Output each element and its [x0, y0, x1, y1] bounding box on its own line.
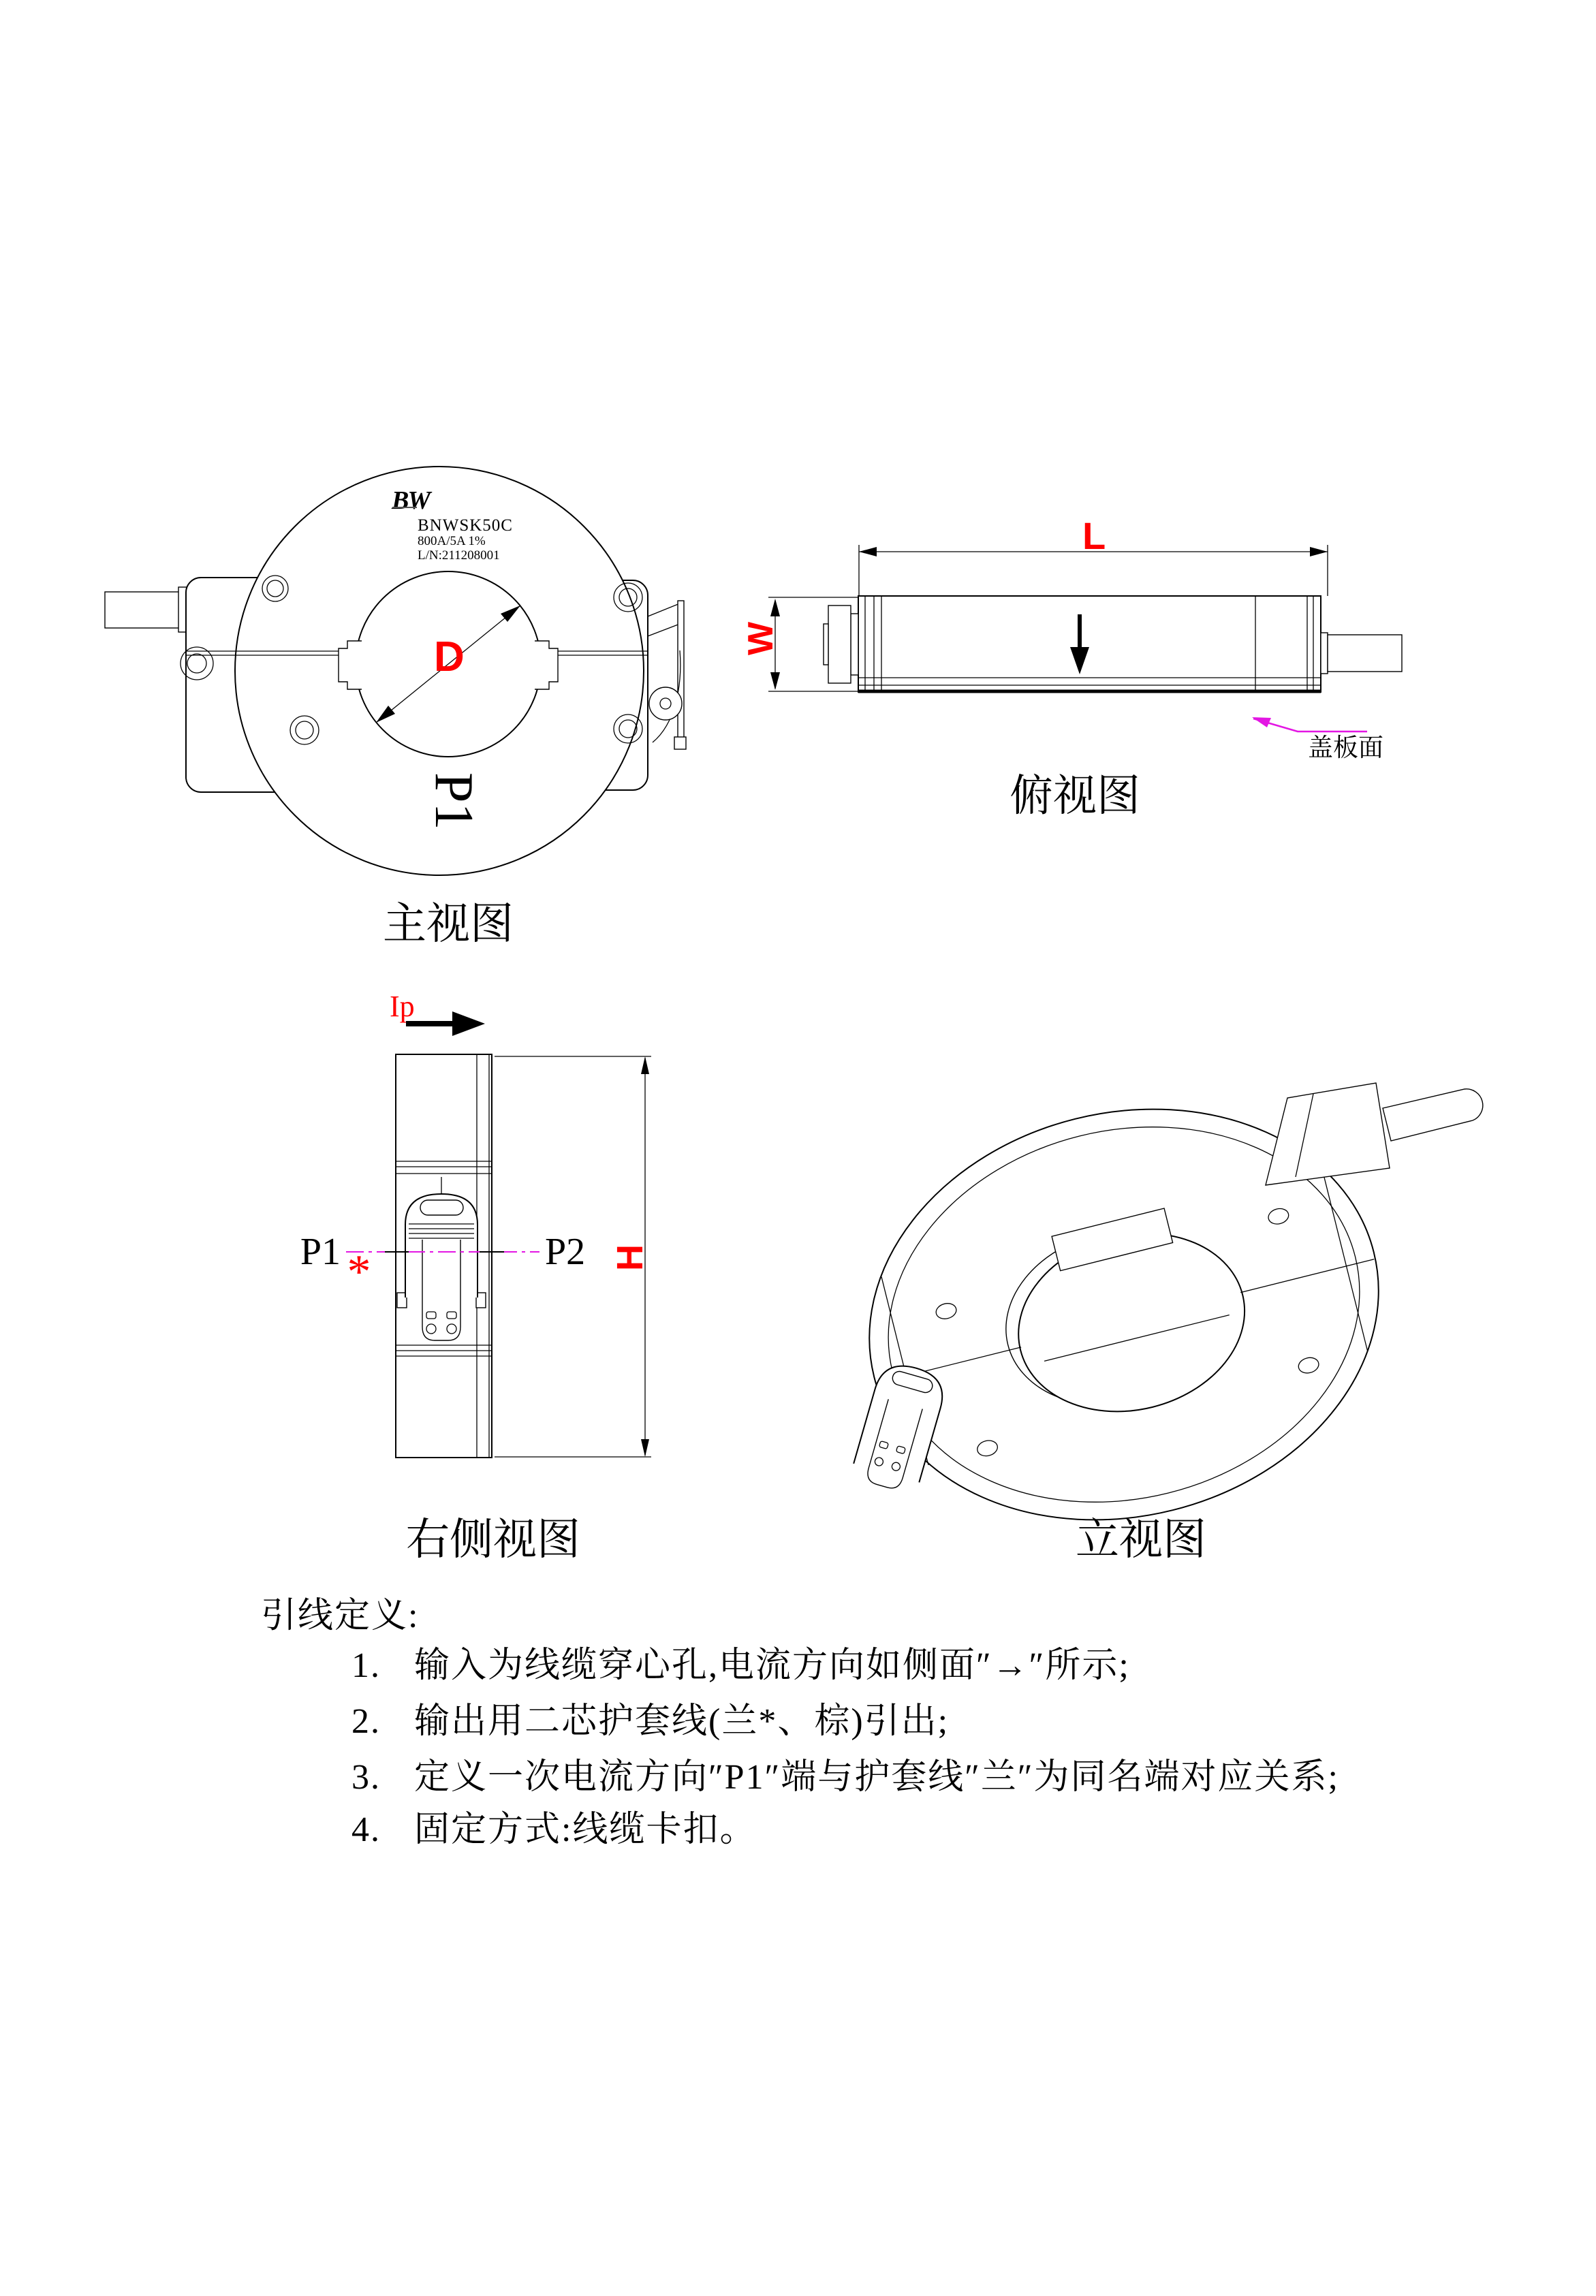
- dim-l-label: L: [1082, 514, 1106, 557]
- cable-stub: [105, 587, 189, 632]
- top-view: [741, 514, 1402, 820]
- note-row: [351, 1758, 1339, 1797]
- note-row: [351, 1810, 756, 1849]
- dim-arrow-icon: [641, 1439, 649, 1457]
- iso-latch: [850, 1359, 950, 1496]
- dimension-l: [859, 514, 1328, 596]
- hole-notch-left: [339, 641, 362, 689]
- dim-h-label: H: [610, 1244, 651, 1271]
- leader-arrow-icon: [1252, 717, 1271, 727]
- front-view-caption: 主视图: [383, 900, 514, 948]
- note-text: 固定方式:线缆卡扣。: [414, 1810, 757, 1849]
- note-text: 定义一次电流方向″P1″端与护套线″兰″为同名端对应关系;: [414, 1758, 1340, 1797]
- dim-arrow-icon: [859, 547, 877, 556]
- model-number: BNWSK50C: [418, 516, 513, 535]
- terminal-p2-label: P2: [545, 1231, 586, 1273]
- iso-cable: [1266, 1083, 1483, 1185]
- lead-wire-notes: [261, 1597, 1339, 1849]
- note-number: 2.: [351, 1702, 381, 1741]
- dim-arrow-icon: [641, 1056, 649, 1074]
- primary-current-arrow: [390, 990, 485, 1036]
- terminal-p1-marking: P1: [424, 772, 484, 830]
- dim-w-label: W: [741, 621, 781, 655]
- latch-top: [824, 606, 858, 683]
- cable-stub-top: [1321, 633, 1402, 674]
- note-row: [351, 1646, 1130, 1685]
- ip-label: Ip: [390, 990, 415, 1023]
- iso-view: [826, 1056, 1483, 1572]
- side-view: [300, 990, 651, 1564]
- dim-arrow-icon: [770, 672, 780, 690]
- note-number: 1.: [351, 1646, 381, 1685]
- notes-heading: 引线定义:: [261, 1597, 420, 1635]
- cover-plate-label: 盖板面: [1308, 734, 1383, 762]
- latch-front: [648, 601, 686, 749]
- iso-view-caption: 立视图: [1076, 1515, 1206, 1564]
- cover-plate-leader: [1252, 717, 1383, 762]
- polarity-star: *: [347, 1246, 371, 1298]
- note-row: [351, 1702, 949, 1741]
- dim-arrow-icon: [770, 599, 780, 616]
- current-arrow-icon: [452, 1011, 485, 1036]
- note-text: 输出用二芯护套线(兰*、棕)引出;: [414, 1702, 950, 1741]
- brand-logo: BW: [392, 486, 430, 515]
- current-rating: 800A/5A 1%: [418, 534, 486, 548]
- top-view-caption: 俯视图: [1010, 772, 1140, 820]
- hole-notch-right: [535, 641, 558, 689]
- side-view-caption: 右侧视图: [406, 1515, 580, 1564]
- note-number: 4.: [351, 1810, 381, 1849]
- front-view: [105, 467, 686, 948]
- lot-number: L/N:211208001: [418, 548, 500, 563]
- dim-d-label: D: [434, 633, 465, 680]
- note-number: 3.: [351, 1758, 381, 1797]
- terminal-p1-label: P1: [300, 1231, 341, 1273]
- note-text: 输入为线缆穿心孔,电流方向如侧面″→″所示;: [414, 1646, 1130, 1685]
- dim-arrow-icon: [1310, 547, 1328, 556]
